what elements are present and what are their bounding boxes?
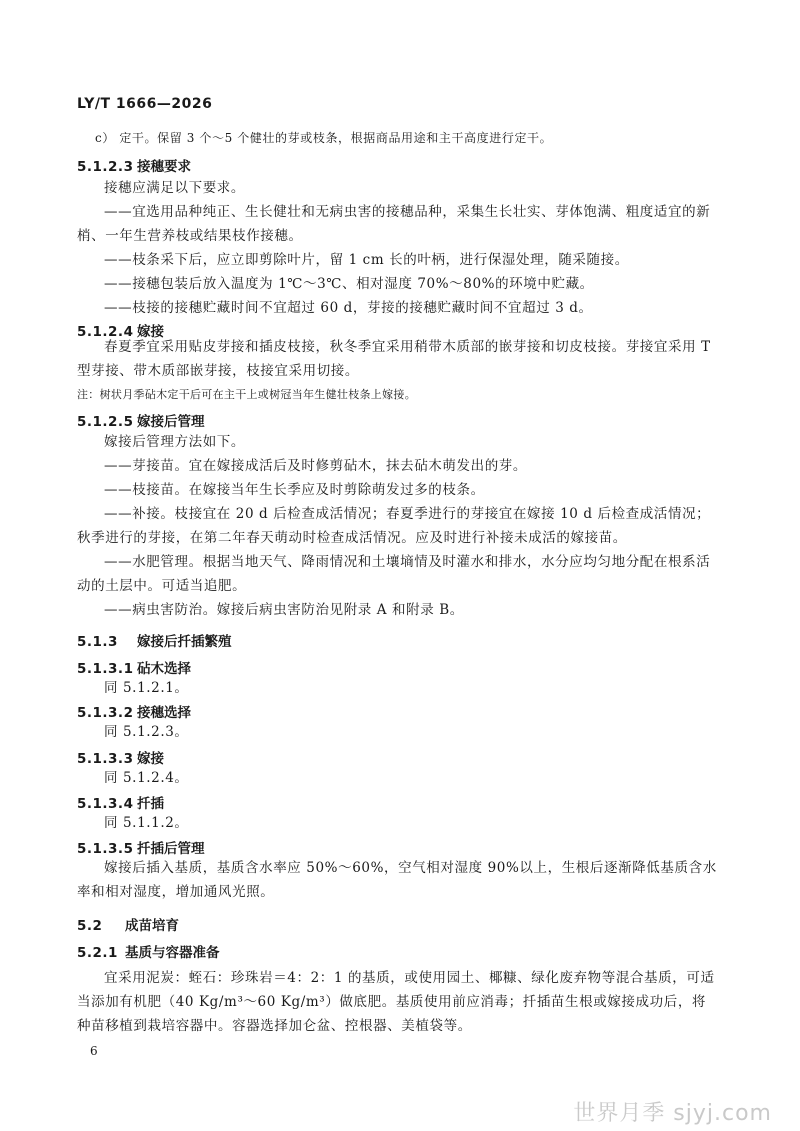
list-item: ——芽接苗。宜在嫁接成活后及时修剪砧木，抹去砧木萌发出的芽。 [104,458,527,474]
list-item: ——枝接的接穗贮藏时间不宜超过 60 d，芽接的接穗贮藏时间不宜超过 3 d。 [104,300,593,316]
section-heading-5-2-1: 5.2.1 基质与容器准备 [77,945,220,961]
paragraph: 嫁接后插入基质，基质含水率应 50%～60%，空气相对湿度 90%以上，生根后逐渐降低基质含水率和相对湿度，增加通风光照。 [77,860,717,900]
list-item: ——接穗包装后放入温度为 1℃～3℃、相对湿度 70%～80%的环境中贮藏。 [104,276,594,292]
section-heading-5-1-3-2: 5.1.3.2 接穗选择 [77,705,191,721]
paragraph: 宜采用泥炭：蛭石：珍珠岩＝4：2：1 的基质，或使用园土、椰糠、绿化废弃物等混合基质，可适当添加有机肥（40 Kg/m³～60 Kg/m³）做底肥。基质使用前应消毒；扦插苗生根或嫁接成功后，将种苗移植到栽培容器中。容器选择加仑盆、控根器、美植袋等。 [77,970,715,1034]
paragraph: 春夏季宜采用贴皮芽接和插皮枝接，秋冬季宜采用稍带木质部的嵌芽接和切皮枝接。芽接宜采用 T 型芽接、带木质部嵌芽接，枝接宜采用切接。 [77,339,711,379]
section-heading-5-2: 5.2 成苗培育 [77,918,179,934]
section-heading-5-1-3-5: 5.1.3.5 扦插后管理 [77,841,205,857]
list-item: ——宜选用品种纯正、生长健壮和无病虫害的接穗品种，采集生长壮实、芽体饱满、粗度适宜的新梢、一年生营养枝或结果枝作接穗。 [77,204,711,244]
section-heading-5-1-3-4: 5.1.3.4 扦插 [77,796,164,812]
section-heading-5-1-2-3: 5.1.2.3 接穗要求 [77,159,191,175]
watermark: 世界月季 sjyj.com [573,1101,772,1126]
paragraph: 同 5.1.2.1。 [104,680,189,696]
list-item: ——病虫害防治。嫁接后病虫害防治见附录 A 和附录 B。 [104,602,464,618]
paragraph: 同 5.1.2.4。 [104,770,189,786]
paragraph: 接穗应满足以下要求。 [104,180,245,196]
paragraph: 同 5.1.2.3。 [104,724,189,740]
section-heading-5-1-2-5: 5.1.2.5 嫁接后管理 [77,414,205,430]
list-item-c: c） 定干。保留 3 个～5 个健壮的芽或枝条，根据商品用途和主干高度进行定干。 [95,131,553,145]
list-item: ——水肥管理。根据当地天气、降雨情况和土壤墒情及时灌水和排水，水分应均匀地分配在根系活动的土层中。可适当追肥。 [77,554,711,594]
list-item: ——枝条采下后，应立即剪除叶片，留 1 cm 长的叶柄，进行保湿处理，随采随接。 [104,252,629,268]
section-heading-5-1-3-1: 5.1.3.1 砧木选择 [77,661,191,677]
paragraph: 嫁接后管理方法如下。 [104,434,245,450]
standard-number: LY/T 1666—2026 [77,96,213,112]
paragraph: 同 5.1.1.2。 [104,815,189,831]
section-heading-5-1-2-4: 5.1.2.4 嫁接 [77,324,164,340]
list-item: ——补接。枝接宜在 20 d 后检查成活情况；春夏季进行的芽接宜在嫁接 10 d 后检查成活情况；秋季进行的芽接，在第二年春天萌动时检查成活情况。应及时进行补接未成活的嫁接苗。 [77,506,711,546]
page-number: 6 [90,1044,98,1058]
list-item: ——枝接苗。在嫁接当年生长季应及时剪除萌发过多的枝条。 [104,482,485,498]
note: 注：树状月季砧木定干后可在主干上或树冠当年生健壮枝条上嫁接。 [77,388,416,401]
section-heading-5-1-3: 5.1.3 嫁接后扦插繁殖 [77,634,232,650]
section-heading-5-1-3-3: 5.1.3.3 嫁接 [77,751,164,767]
